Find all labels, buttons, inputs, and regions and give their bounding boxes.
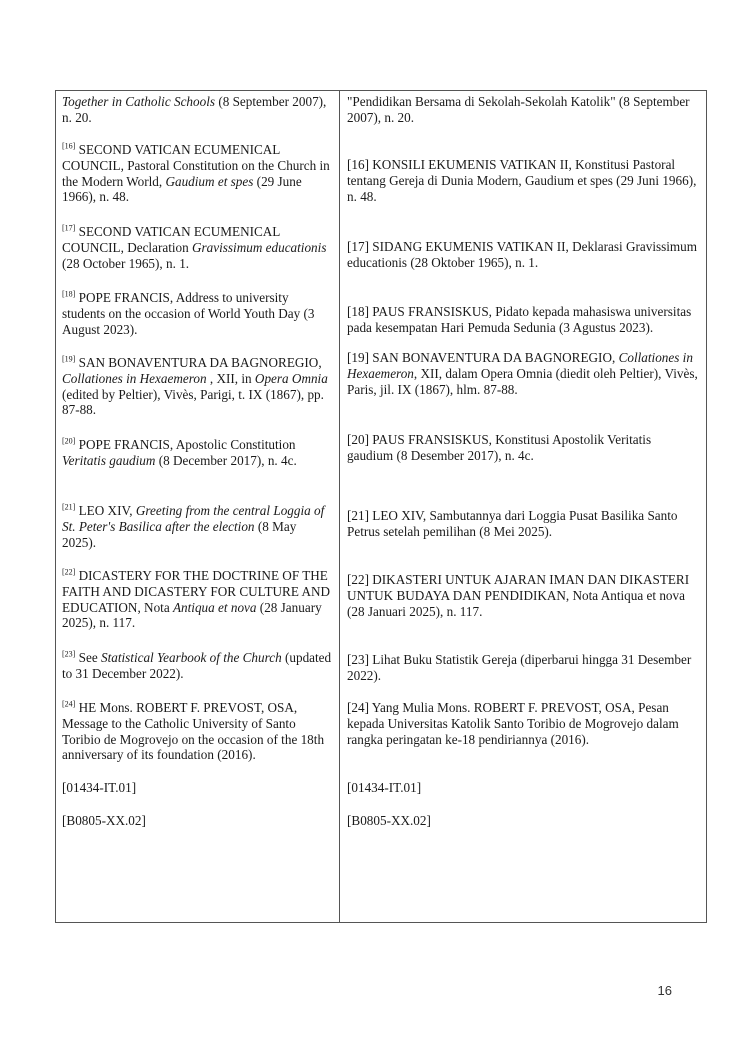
indonesian-entry — [347, 572, 699, 619]
italic-title: Collationes in Hexaemeron — [62, 370, 207, 386]
column-divider — [339, 91, 340, 922]
footnote-marker: [19] — [62, 354, 76, 364]
indonesian-entry — [347, 304, 699, 336]
text-run: [21] LEO XIV, Sambutannya dari Loggia Pusat Basilika Santo Petrus setelah pemilihan (8 Mei 2025). — [347, 508, 678, 539]
footnote-marker: [22] — [62, 567, 76, 577]
text-run: HE Mons. ROBERT F. PREVOST, OSA, Message to the Catholic University of Santo Toribio de Mogrovejo on the occasion of the 18th anniversary of its foundation (2016). — [62, 700, 325, 763]
text-run: DICASTERY FOR THE DOCTRINE OF THE FAITH AND DICASTERY FOR CULTURE AND EDUCATION, Nota — [62, 568, 331, 615]
page-number: 16 — [657, 983, 672, 998]
italic-title: Greeting from the central Loggia of St. Peter's Basilica after the election — [62, 503, 325, 534]
indonesian-entry — [347, 652, 699, 684]
text-run: [23] Lihat Buku Statistik Gereja (diperbarui hingga 31 Desember 2022). — [347, 652, 692, 683]
english-entry — [62, 290, 332, 337]
text-run: (updated to 31 December 2022). — [62, 650, 332, 681]
text-run: [19] SAN BONAVENTURA DA BAGNOREGIO, — [347, 350, 619, 365]
text-run: (29 June 1966), n. 48. — [62, 173, 302, 205]
text-run: [17] SIDANG EKUMENIS VATIKAN II, Deklarasi Gravissimum educationis (28 Oktober 1965), n. 1. — [347, 239, 698, 270]
text-run: [16] KONSILI EKUMENIS VATIKAN II, Konstitusi Pastoral tentang Gereja di Dunia Modern, Gaudium et spes (29 Juni 1966), n. 48. — [347, 157, 697, 204]
italic-title: Opera Omnia — [254, 370, 328, 386]
footnote-marker: [18] — [62, 289, 76, 299]
italic-title: Statistical Yearbook of the Church — [100, 650, 282, 665]
indonesian-entry — [347, 239, 699, 271]
text-run: [B0805-XX.02] — [347, 813, 431, 828]
text-run: (28 January 2025), n. 117. — [62, 599, 322, 631]
text-run: [24] Yang Mulia Mons. ROBERT F. PREVOST, OSA, Pesan kepada Universitas Katolik Santo Toribio de Mogrovejo dalam rangka peringatan ke-18 pendiriannya (2016). — [347, 700, 679, 747]
text-run: SECOND VATICAN ECUMENICAL COUNCIL, Declaration — [62, 224, 280, 255]
indonesian-entry — [347, 780, 699, 796]
text-run: "Pendidikan Bersama di Sekolah-Sekolah Katolik" (8 September 2007), n. 20. — [347, 94, 690, 125]
text-run: [20] PAUS FRANSISKUS, Konstitusi Apostolik Veritatis gaudium (8 Desember 2017), n. 4c. — [347, 432, 652, 463]
footnote-marker: [20] — [62, 436, 76, 446]
indonesian-entry — [347, 813, 699, 829]
indonesian-entry — [347, 700, 699, 747]
english-entry — [62, 700, 332, 763]
footnote-marker: [24] — [62, 699, 76, 709]
footnotes-table — [55, 90, 707, 923]
indonesian-entry — [347, 350, 699, 397]
english-entry — [62, 780, 332, 796]
text-run: (28 October 1965), n. 1. — [62, 255, 190, 271]
text-run: SECOND VATICAN ECUMENICAL COUNCIL, Pastoral Constitution on the Church in the Modern World, — [62, 142, 330, 189]
text-run: See — [75, 650, 101, 665]
english-entry — [62, 568, 332, 631]
text-run: LEO XIV, — [75, 503, 136, 518]
english-entry — [62, 355, 332, 418]
text-run: [22] DIKASTERI UNTUK AJARAN IMAN DAN DIKASTERI UNTUK BUDAYA DAN PENDIDIKAN, Nota Antiqua et nova (28 Januari 2025), n. 117. — [347, 572, 690, 619]
footnote-marker: [21] — [62, 502, 76, 512]
footnote-marker: [16] — [62, 141, 76, 151]
text-run: POPE FRANCIS, Apostolic Constitution — [75, 437, 296, 452]
text-run: POPE FRANCIS, Address to university students on the occasion of World Youth Day (3 August 2023). — [62, 290, 315, 337]
italic-title: Together in Catholic Schools — [62, 94, 216, 109]
text-run: (8 May 2025). — [62, 518, 297, 550]
text-run: (edited by Peltier), Vivès, Parigi, t. IX (1867), pp. 87-88. — [62, 386, 324, 418]
italic-title: Gaudium et spes — [165, 173, 254, 189]
english-entry — [62, 224, 332, 271]
text-run: , XII, dalam Opera Omnia (diedit oleh Peltier), Vivès, Paris, jil. IX (1867), hlm. 87-88. — [347, 365, 698, 397]
footnote-marker: [17] — [62, 223, 76, 233]
indonesian-entry — [347, 94, 699, 126]
footnote-marker: [23] — [62, 649, 76, 659]
english-entry — [62, 650, 332, 682]
italic-title: Antiqua et nova — [172, 599, 257, 615]
indonesian-entry — [347, 157, 699, 204]
text-run: (8 December 2017), n. 4c. — [155, 452, 297, 468]
italic-title: Collationes in Hexaemeron — [347, 350, 693, 381]
text-run: [01434-IT.01] — [347, 780, 422, 795]
english-entry — [62, 813, 332, 829]
english-entry — [62, 142, 332, 205]
text-run: [18] PAUS FRANSISKUS, Pidato kepada mahasiswa universitas pada kesempatan Hari Pemuda Sedunia (3 Agustus 2023). — [347, 304, 692, 335]
italic-title: Veritatis gaudium — [62, 452, 156, 468]
text-run: , XII, in — [206, 370, 255, 386]
text-run: [B0805-XX.02] — [62, 813, 146, 828]
english-entry — [62, 503, 332, 550]
english-entry — [62, 94, 332, 126]
text-run: SAN BONAVENTURA DA BAGNOREGIO, — [75, 355, 322, 370]
italic-title: Gravissimum educationis — [192, 239, 327, 255]
indonesian-entry — [347, 432, 699, 464]
indonesian-entry — [347, 508, 699, 540]
text-run: (8 September 2007), n. 20. — [62, 94, 327, 125]
text-run: [01434-IT.01] — [62, 780, 137, 795]
english-entry — [62, 437, 332, 469]
